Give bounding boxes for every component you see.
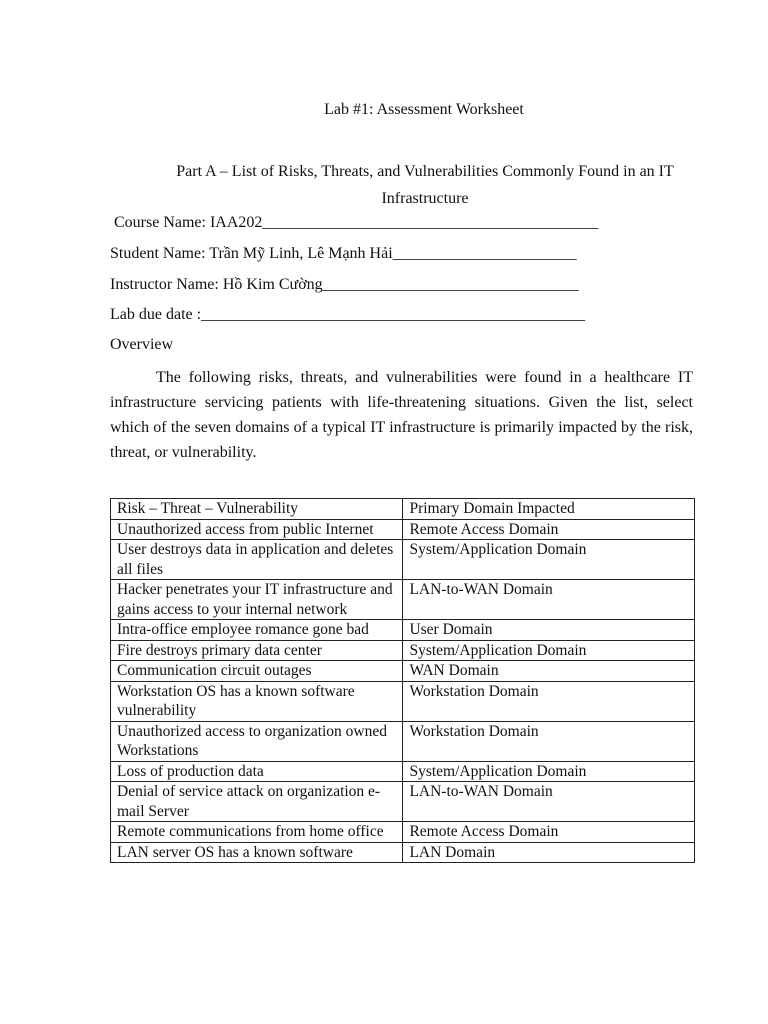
domain-cell: Remote Access Domain <box>403 519 695 540</box>
course-name-line: Course Name: IAA202__________________________________________ <box>114 214 599 231</box>
risk-cell: Unauthorized access from public Internet <box>111 519 403 540</box>
risk-cell: Intra-office employee romance gone bad <box>111 620 403 641</box>
table-row <box>111 822 695 843</box>
lab-due-date-line: Lab due date :________________________________________________ <box>110 306 586 323</box>
domain-cell: System/Application Domain <box>403 640 695 661</box>
domain-cell: LAN-to-WAN Domain <box>403 580 695 620</box>
table-row <box>111 681 695 721</box>
table-row <box>111 842 695 863</box>
table-row <box>111 580 695 620</box>
table-row <box>111 519 695 540</box>
risk-domain-table <box>110 498 695 863</box>
domain-cell: WAN Domain <box>403 661 695 682</box>
table-row <box>111 782 695 822</box>
domain-cell: LAN Domain <box>403 842 695 863</box>
instructor-name-line: Instructor Name: Hồ Kim Cường________________________________ <box>110 276 579 293</box>
risk-cell: Unauthorized access to organization owned Workstations <box>111 721 403 761</box>
table-row <box>111 721 695 761</box>
table-header-row <box>111 499 695 520</box>
table-row <box>111 761 695 782</box>
table-row <box>111 540 695 580</box>
domain-cell: System/Application Domain <box>403 761 695 782</box>
risk-cell: Communication circuit outages <box>111 661 403 682</box>
risk-cell: User destroys data in application and deletes all files <box>111 540 403 580</box>
table-row <box>111 661 695 682</box>
risk-cell: Workstation OS has a known software vulnerability <box>111 681 403 721</box>
domain-cell: User Domain <box>403 620 695 641</box>
overview-paragraph: The following risks, threats, and vulnerabilities were found in a healthcare IT infrastructure servicing patients with life-threatening situations. Given the list, select which of the seven domains of a typical IT infrastructure is primarily impacted by the risk, threat, or vulnerability. <box>110 369 693 461</box>
risk-cell: Denial of service attack on organization e-mail Server <box>111 782 403 822</box>
domain-cell: Workstation Domain <box>403 681 695 721</box>
risk-cell: Fire destroys primary data center <box>111 640 403 661</box>
domain-cell: Workstation Domain <box>403 721 695 761</box>
domain-cell: System/Application Domain <box>403 540 695 580</box>
risk-cell: Hacker penetrates your IT infrastructure and gains access to your internal network <box>111 580 403 620</box>
overview-heading: Overview <box>110 336 174 353</box>
part-a-heading: Part A – List of Risks, Threats, and Vulnerabilities Commonly Found in an IT Infrastructure <box>176 163 674 207</box>
risk-cell: Remote communications from home office <box>111 822 403 843</box>
domain-cell: LAN-to-WAN Domain <box>403 782 695 822</box>
header-risk: Risk – Threat – Vulnerability <box>111 499 403 520</box>
risk-cell: LAN server OS has a known software <box>111 842 403 863</box>
table-row <box>111 620 695 641</box>
document-title: Lab #1: Assessment Worksheet <box>324 101 524 118</box>
domain-cell: Remote Access Domain <box>403 822 695 843</box>
header-domain: Primary Domain Impacted <box>403 499 695 520</box>
table-row <box>111 640 695 661</box>
student-name-line: Student Name: Trần Mỹ Linh, Lê Mạnh Hải_______________________ <box>110 245 577 262</box>
risk-cell: Loss of production data <box>111 761 403 782</box>
